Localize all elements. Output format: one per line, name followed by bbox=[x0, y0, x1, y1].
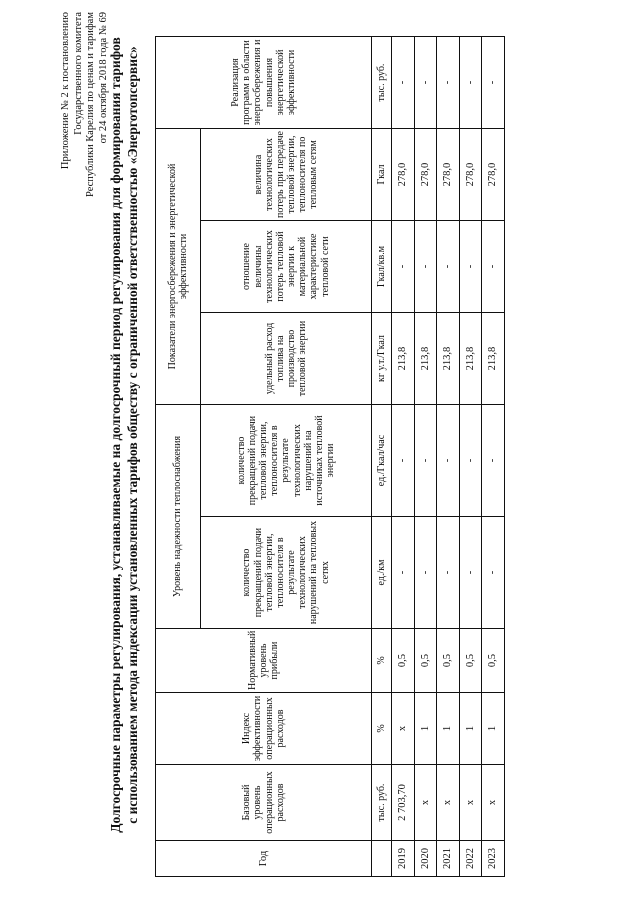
cell-outages-sources: - bbox=[437, 405, 460, 517]
cell-outages-networks: - bbox=[482, 517, 505, 629]
unit-efficiency-index: % bbox=[372, 693, 392, 765]
cell-efficiency-index: х bbox=[392, 693, 415, 765]
cell-efficiency-index: 1 bbox=[414, 693, 437, 765]
cell-loss-ratio: - bbox=[482, 221, 505, 313]
header-efficiency-index: Индекс эффективности операционных расходов bbox=[156, 693, 372, 765]
cell-base-level: 2 703,70 bbox=[392, 765, 415, 841]
header-energy-group: Показатели энергосбережения и энергетической эффективности bbox=[156, 129, 201, 405]
cell-outages-networks: - bbox=[414, 517, 437, 629]
cell-base-level: х bbox=[459, 765, 482, 841]
cell-fuel-rate: 213,8 bbox=[459, 313, 482, 405]
unit-outages-networks: ед./км bbox=[372, 517, 392, 629]
cell-efficiency-index: 1 bbox=[437, 693, 460, 765]
cell-efficiency-index: 1 bbox=[482, 693, 505, 765]
cell-loss-value: 278,0 bbox=[437, 129, 460, 221]
cell-program: - bbox=[437, 37, 460, 129]
cell-year: 2022 bbox=[459, 841, 482, 877]
annex-line: Государственного комитета bbox=[72, 12, 84, 135]
header-base-level: Базовый уровень операционных расходов bbox=[156, 765, 372, 841]
cell-year: 2020 bbox=[414, 841, 437, 877]
annex-line: Приложение № 2 к постановлению bbox=[60, 12, 71, 170]
cell-base-level: х bbox=[482, 765, 505, 841]
header-outages-networks: количество прекращений подачи тепловой энергии, теплоносителя в результате технологических нарушений на тепловых сетях bbox=[201, 517, 372, 629]
cell-profit-level: 0,5 bbox=[414, 629, 437, 693]
document-title bbox=[108, 5, 142, 865]
unit-loss-value: Гкал bbox=[372, 129, 392, 221]
cell-loss-value: 278,0 bbox=[459, 129, 482, 221]
annex-line: от 24 октября 2018 года № 69 bbox=[97, 12, 109, 144]
annex-reference bbox=[60, 12, 110, 312]
cell-profit-level: 0,5 bbox=[392, 629, 415, 693]
cell-year: 2021 bbox=[437, 841, 460, 877]
unit-program: тыс. руб. bbox=[372, 37, 392, 129]
cell-base-level: х bbox=[437, 765, 460, 841]
cell-profit-level: 0,5 bbox=[437, 629, 460, 693]
cell-loss-ratio: - bbox=[459, 221, 482, 313]
cell-loss-ratio: - bbox=[437, 221, 460, 313]
cell-program: - bbox=[459, 37, 482, 129]
cell-outages-sources: - bbox=[414, 405, 437, 517]
annex-line: Республики Карелия по ценам и тарифам bbox=[85, 12, 97, 197]
cell-year: 2023 bbox=[482, 841, 505, 877]
cell-fuel-rate: 213,8 bbox=[414, 313, 437, 405]
header-program: Реализация программ в области энергосбережения и повышения энергетической эффективности bbox=[156, 37, 372, 129]
title-line: с использованием метода индексации установленных тарифов обществу с ограниченной ответственностью «Энерготопсервис» bbox=[124, 46, 140, 824]
cell-profit-level: 0,5 bbox=[482, 629, 505, 693]
cell-fuel-rate: 213,8 bbox=[437, 313, 460, 405]
cell-outages-networks: - bbox=[392, 517, 415, 629]
cell-fuel-rate: 213,8 bbox=[482, 313, 505, 405]
cell-outages-networks: - bbox=[437, 517, 460, 629]
cell-loss-ratio: - bbox=[392, 221, 415, 313]
cell-base-level: х bbox=[414, 765, 437, 841]
cell-outages-sources: - bbox=[482, 405, 505, 517]
unit-fuel-rate: кг у.т./Гкал bbox=[372, 313, 392, 405]
header-profit-level: Нормативный уровень прибыли bbox=[156, 629, 372, 693]
unit-year bbox=[372, 841, 392, 877]
header-outages-sources: количество прекращений подачи тепловой энергии, теплоносителя в результате технологических нарушений на источниках тепловой энергии bbox=[201, 405, 372, 517]
cell-loss-value: 278,0 bbox=[482, 129, 505, 221]
table-row bbox=[482, 37, 505, 877]
header-reliability-group: Уровень надежности теплоснабжения bbox=[156, 405, 201, 629]
parameters-table bbox=[155, 36, 505, 877]
header-loss-ratio: отношение величины технологических потерь тепловой энергии к материальной характеристике тепловой сети bbox=[201, 221, 372, 313]
cell-profit-level: 0,5 bbox=[459, 629, 482, 693]
cell-outages-networks: - bbox=[459, 517, 482, 629]
cell-program: - bbox=[482, 37, 505, 129]
unit-loss-ratio: Гкал/кв.м bbox=[372, 221, 392, 313]
unit-profit-level: % bbox=[372, 629, 392, 693]
header-year: Год bbox=[156, 841, 372, 877]
table-row bbox=[459, 37, 482, 877]
cell-loss-ratio: - bbox=[414, 221, 437, 313]
cell-outages-sources: - bbox=[392, 405, 415, 517]
unit-base-level: тыс. руб. bbox=[372, 765, 392, 841]
table-row bbox=[414, 37, 437, 877]
header-fuel-rate: удельный расход топлива на производство тепловой энергии bbox=[201, 313, 372, 405]
cell-year: 2019 bbox=[392, 841, 415, 877]
cell-program: - bbox=[392, 37, 415, 129]
title-line: Долгосрочные параметры регулирования, устанавливаемые на долгосрочный период регулирования для формирования тарифов bbox=[108, 37, 123, 833]
table-row bbox=[437, 37, 460, 877]
unit-outages-sources: ед./Гкал/час bbox=[372, 405, 392, 517]
cell-efficiency-index: 1 bbox=[459, 693, 482, 765]
cell-program: - bbox=[414, 37, 437, 129]
cell-fuel-rate: 213,8 bbox=[392, 313, 415, 405]
cell-loss-value: 278,0 bbox=[392, 129, 415, 221]
header-loss-value: величина технологических потерь при передаче тепловой энергии, теплоносителя по тепловым сетям bbox=[201, 129, 372, 221]
cell-loss-value: 278,0 bbox=[414, 129, 437, 221]
cell-outages-sources: - bbox=[459, 405, 482, 517]
table-row bbox=[392, 37, 415, 877]
